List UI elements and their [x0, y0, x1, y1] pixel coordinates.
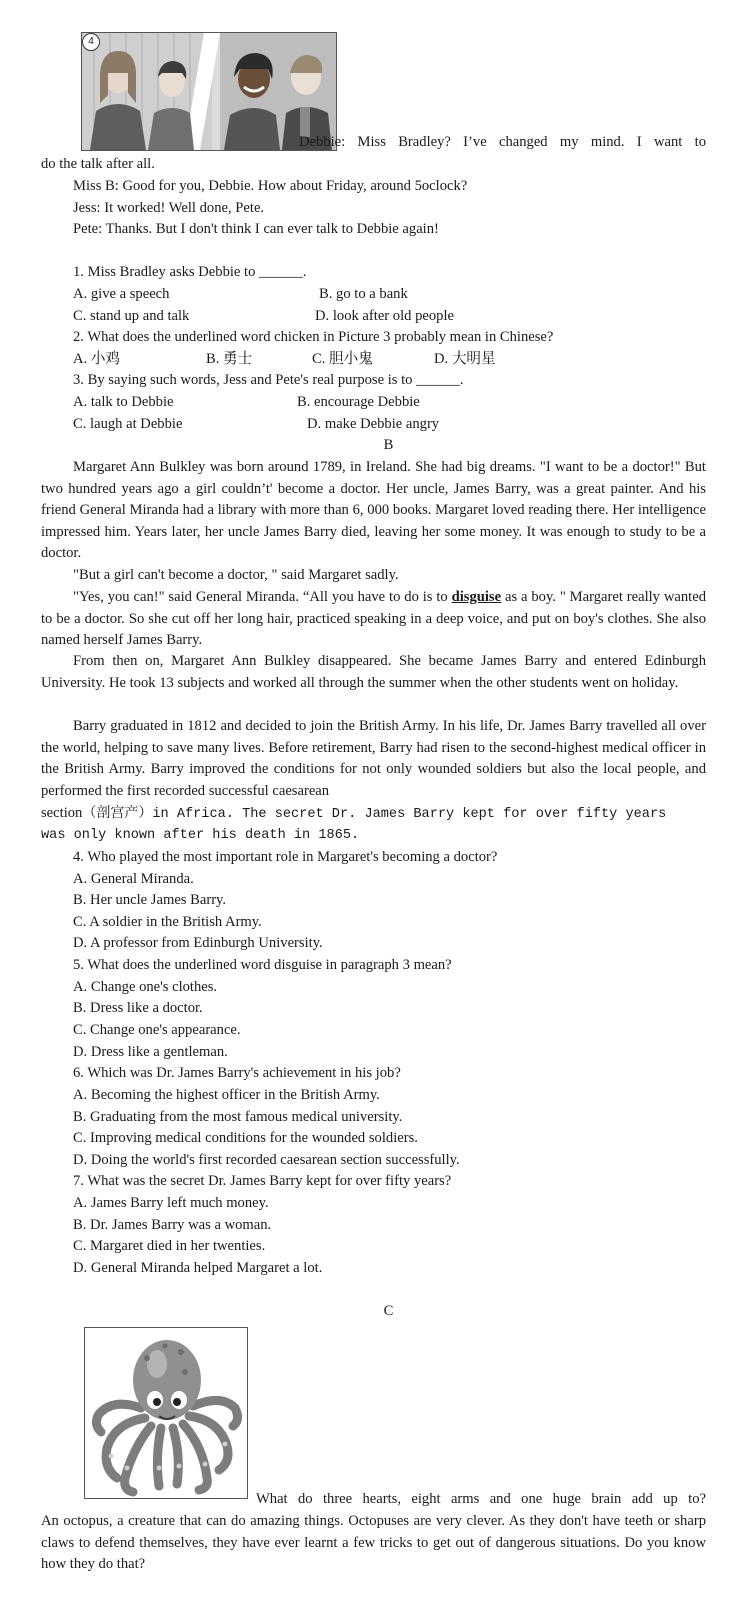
passage-b-p5-mono-1: in Africa. The secret Dr. James Barry kept for over fifty years — [152, 807, 667, 822]
option-2d: D. 大明星 — [434, 351, 496, 367]
dialogue-line-miss-b: Miss B: Good for you, Debbie. How about Friday, around 5oclock? — [73, 178, 468, 194]
option-6a: A. Becoming the highest officer in the British Army. — [73, 1087, 380, 1103]
dialogue-line-jess: Jess: It worked! Well done, Pete. — [73, 200, 265, 216]
passage-b-paragraph-2: "But a girl can't become a doctor, " said Margaret sadly. — [73, 567, 399, 583]
option-7a: A. James Barry left much money. — [73, 1195, 269, 1211]
passage-b-p5-mono-2: was only known after his death in 1865. — [41, 828, 360, 843]
comic-photo-icon — [82, 33, 336, 150]
option-6c: C. Improving medical conditions for the wounded soldiers. — [73, 1130, 418, 1146]
passage-b-p5-line — [41, 803, 666, 826]
section-heading-b: B — [383, 437, 394, 453]
option-1a: A. give a speech — [73, 286, 170, 302]
option-3b: B. encourage Debbie — [297, 394, 420, 410]
option-4a: A. General Miranda. — [73, 871, 194, 887]
option-7b: B. Dr. James Barry was a woman. — [73, 1217, 272, 1233]
passage-b-paragraph-4 — [41, 651, 706, 694]
option-2a — [73, 349, 120, 371]
passage-b-p5-line-start: section — [41, 805, 83, 821]
option-2a-text: A. 小鸡 — [73, 351, 121, 367]
passage-b-paragraph-3 — [41, 587, 706, 652]
option-2b: B. 勇士 — [206, 351, 253, 367]
option-5d: D. Dress like a gentleman. — [73, 1044, 228, 1060]
option-3c: C. laugh at Debbie — [73, 416, 183, 432]
option-5a: A. Change one's clothes. — [73, 979, 218, 995]
option-6d: D. Doing the world's first recorded caesarean section successfully. — [73, 1152, 460, 1168]
question-7: 7. What was the secret Dr. James Barry kept for over fifty years? — [73, 1173, 452, 1189]
question-4: 4. Who played the most important role in Margaret's becoming a doctor? — [73, 849, 498, 865]
picture-number-badge: 4 — [82, 33, 100, 51]
option-7c: C. Margaret died in her twenties. — [73, 1238, 266, 1254]
option-4b: B. Her uncle James Barry. — [73, 892, 227, 908]
option-3d: D. make Debbie angry — [307, 416, 440, 432]
dialogue-line-debbie: Debbie: Miss Bradley? I’ve changed my mind. I want to — [299, 134, 706, 150]
underlined-word-disguise: disguise — [451, 589, 502, 605]
question-1: 1. Miss Bradley asks Debbie to ______. — [73, 264, 307, 280]
option-1d: D. look after old people — [315, 308, 455, 324]
option-2c: C. 胆小鬼 — [312, 351, 373, 367]
option-4d: D. A professor from Edinburgh University. — [73, 935, 323, 951]
option-5b: B. Dress like a doctor. — [73, 1000, 203, 1016]
option-1c: C. stand up and talk — [73, 308, 190, 324]
passage-b-paragraph-1 — [41, 457, 706, 565]
option-6b: B. Graduating from the most famous medical university. — [73, 1109, 403, 1125]
section-heading-c: C — [383, 1303, 394, 1319]
option-4c: C. A soldier in the British Army. — [73, 914, 262, 930]
octopus-icon — [85, 1328, 247, 1498]
passage-b-p5-text: Barry graduated in 1812 and decided to join the British Army. In his life, Dr. James Barry travelled all over the world, helping to save many lives. Before retirement, Barry had risen to the second-highest medical officer in the British Army. Barry improved the conditions for not only wounded soldiers but also the local people, and performed the first recorded successful caesarean — [41, 718, 706, 799]
passage-b-p5-cjk: （剖宫产） — [82, 805, 153, 821]
dialogue-line-debbie-cont: do the talk after all. — [41, 156, 155, 172]
question-5: 5. What does the underlined word disguise in paragraph 3 mean? — [73, 957, 452, 973]
option-5c: C. Change one's appearance. — [73, 1022, 241, 1038]
dialogue-line-pete: Pete: Thanks. But I don't think I can ever talk to Debbie again! — [73, 221, 439, 237]
option-3a: A. talk to Debbie — [73, 394, 174, 410]
passage-b-p1-text: Margaret Ann Bulkley was born around 1789, in Ireland. She had big dreams. "I want to be a doctor!" But two hundred years ago a girl couldn’t' become a doctor. Her uncle, James Barry, was a great painter. And his friend General Miranda had a library with more than 6, 000 books. Margaret loved reading there. Her intelligence impressed him. Years later, her uncle James Barry died, leaving her some money. It was enough to study to be a doctor. — [41, 459, 706, 562]
question-2: 2. What does the underlined word chicken in Picture 3 probably mean in Chinese? — [73, 329, 554, 345]
passage-b-p3-after: as a boy. " Margaret really wanted to be a doctor. So she cut off her long hair, practiced speaking in a deep voice, and put on boy's clothes. She also named herself James Barry. — [41, 589, 706, 649]
passage-b-p4-text: From then on, Margaret Ann Bulkley disappeared. She became James Barry and entered Edinburgh University. He took 13 subjects and worked all through the summer when the other students went on holiday. — [41, 653, 706, 691]
passage-c-paragraph: An octopus, a creature that can do amazing things. Octopuses are very clever. As they don't have teeth or sharp claws to defend themselves, they have ever learnt a few tricks to get out of dangerous situations. Do you know how they do that? — [41, 1513, 706, 1573]
passage-b-paragraph-5 — [41, 716, 706, 803]
octopus-picture — [84, 1327, 248, 1499]
option-1b: B. go to a bank — [319, 286, 408, 302]
passage-c-line-1: What do three hearts, eight arms and one huge brain add up to? — [256, 1491, 706, 1507]
question-6: 6. Which was Dr. James Barry's achievement in his job? — [73, 1065, 401, 1081]
option-7d: D. General Miranda helped Margaret a lot. — [73, 1260, 323, 1276]
question-3: 3. By saying such words, Jess and Pete's real purpose is to ______. — [73, 372, 464, 388]
passage-b-p3-before: "Yes, you can!" said General Miranda. “All you have to do is to — [73, 589, 448, 605]
